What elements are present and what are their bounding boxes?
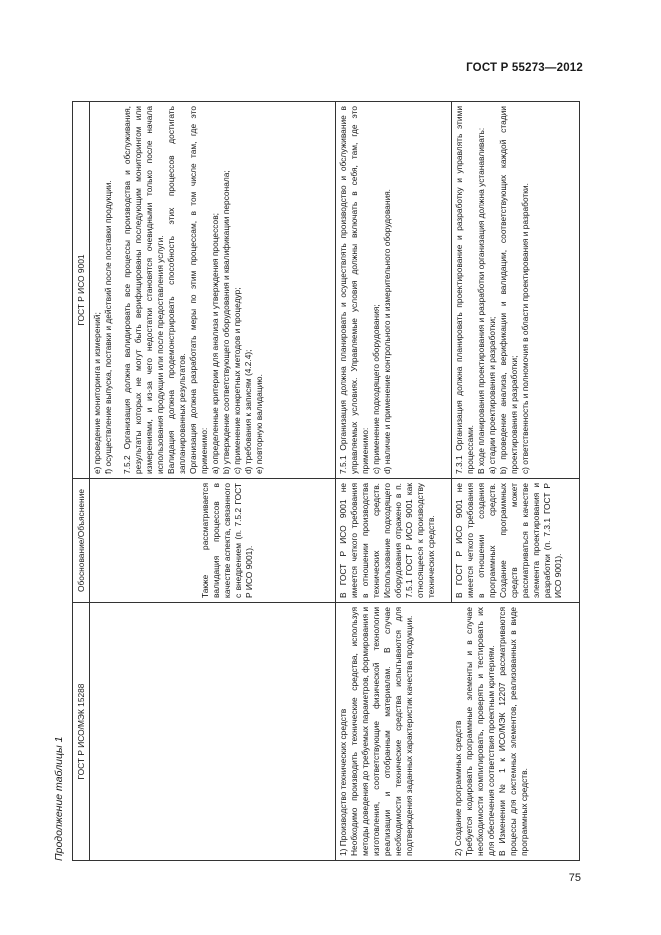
clause-text: Организация должна разработать меры по этим процессам, в том числе там, где это применимо: — [188, 106, 209, 474]
cell-justification — [90, 479, 336, 603]
clause-text: c) ответственность и полномочия в области проектирования и разработки. — [519, 183, 530, 474]
clause-text: e) повторную валидацию. — [254, 374, 264, 474]
clause-text: 7.5.2 Организация должна валидировать все процессы производства и обслуживания, результаты которых не могут быть верифицированы последующим мониторингом или измерениями, и из-за чего недостатки становятся очевидными только после начала использования продукции или после предоставления услуги. — [122, 106, 165, 474]
header-gost-iso-9001: ГОСТ Р ИСО 9001 — [73, 102, 90, 479]
clause-text: В ходе планирования проектирования и разработки организация должна устанавливать: — [475, 127, 486, 474]
clause-text: b) проведение анализа, верификации и валидации, соответствующих каждой стадии проектирования и разработки; — [497, 106, 519, 474]
process-text: В Изменении № 1 к ИСО/МЭК 12207 рассматриваются процессы для системных элементов, реализованных в виде программных средств. — [497, 607, 530, 856]
table-row — [451, 102, 579, 861]
clause-text: c) применение подходящего оборудования; — [371, 304, 381, 474]
process-title: 1) Производство технических средств — [338, 708, 348, 856]
cell-justification — [451, 479, 579, 603]
table-caption: Продолжение таблицы 1 — [53, 736, 65, 861]
cell-9001 — [90, 102, 336, 479]
clause-text: а) стадии проектирования и разработки; — [486, 316, 497, 474]
justification-text: В ГОСТ Р ИСО 9001 не имеется четкого требования в отношении создания программных средств. Создание программных средств может рассматриваться в качестве элемента проектирования и разработки (п. 7.3.1 ГОСТ Р ИСО 9001). — [453, 483, 563, 598]
cell-15288 — [90, 603, 336, 861]
clause-text: а) определенные критерии для анализа и утверждения процессов; — [210, 213, 220, 474]
process-text: Требуется кодировать программные элементы и в случае необходимости компилировать, проверять и тестировать их для обеспечения соответствия проектным критериям. — [464, 607, 497, 856]
process-text: Необходимо производить технические средства, используя методы доведения до требуемых параметров, формирования и изготовления, соответствующие физической технологии реализации и отобранным материалам. В случае необходимости технические средства испытываются для подтверждения заданных характеристик качества продукции. — [349, 607, 414, 856]
header-justification: Обоснование/Объяснение — [73, 479, 90, 603]
clause-text: d) требования к записям (4.2.4); — [243, 349, 253, 474]
clause-text: c) применение конкретных методов и процедур; — [232, 287, 242, 474]
table-row — [336, 102, 452, 861]
page-number: 75 — [568, 872, 581, 884]
clause-text: d) наличие и применение контрольного и измерительного оборудования. — [382, 189, 392, 474]
comparison-table — [72, 101, 580, 861]
cell-9001 — [451, 102, 579, 479]
table-header-row — [73, 102, 90, 861]
clause-text: е) проведение мониторинга и измерений; — [92, 312, 102, 474]
cell-9001 — [336, 102, 452, 479]
clause-text: 7.5.1 Организация должна планировать и осуществлять производство и обслуживание в управляемых условиях. Управляемые условия должны включать в себя, там, где это применимо: — [338, 106, 370, 474]
table-row — [90, 102, 336, 861]
cell-justification — [336, 479, 452, 603]
clause-text: f) осуществление выпуска, поставки и действий после поставки продукции. — [103, 180, 113, 474]
header-gost-iso-mek-15288: ГОСТ Р ИСО/МЭК 15288 — [73, 603, 90, 861]
justification-text: Также рассматривается валидация процессов в качестве аспекта, связанного с внедрением (п. 7.5.2 ГОСТ Р ИСО 9001). — [200, 483, 254, 598]
clause-text: 7.3.1 Организация должна планировать проектирование и разработку и управлять этими процессами. — [453, 106, 475, 474]
clause-text: Валидация должна продемонстрировать способность этих процессов достигать запланированных результатов. — [166, 106, 187, 474]
document-header: ГОСТ Р 55273—2012 — [466, 62, 583, 74]
cell-15288 — [336, 603, 452, 861]
cell-15288 — [451, 603, 579, 861]
clause-text: b) утверждение соответствующего оборудования и квалификации персонала; — [221, 170, 231, 474]
process-title: 2) Создание программных средств — [453, 720, 464, 856]
rotated-table-page — [50, 101, 580, 861]
justification-text: В ГОСТ Р ИСО 9001 не имеется четкого требования в отношении производства технических средств. Использование подходящего оборудования отражено в п. 7.5.1 ГОСТ Р ИСО 9001 как относящееся к производству технических средств. — [338, 483, 436, 598]
